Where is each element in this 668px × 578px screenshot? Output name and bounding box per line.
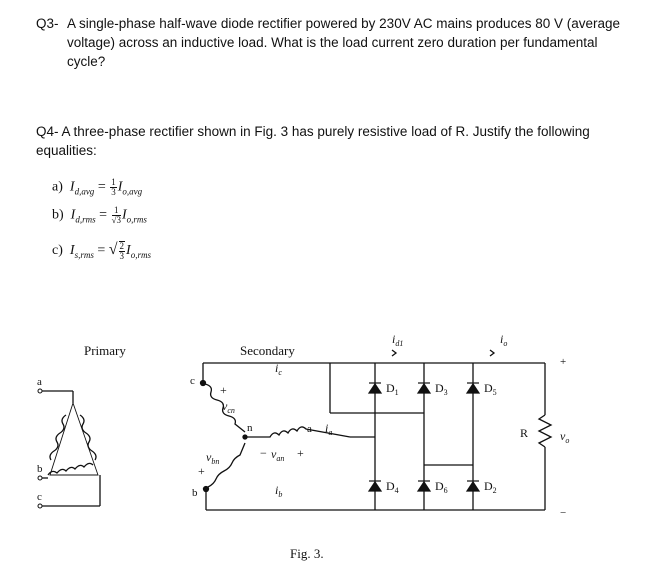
diode-d6-symbol xyxy=(418,482,430,491)
primary-terminal-a: a xyxy=(37,376,42,388)
secondary-terminal-c: c xyxy=(190,375,195,387)
equation-b: b) $I_{d,rms}$ = $\frac{1}{√3}$ $I_{o,rms}$ xyxy=(52,205,147,225)
diode-d5-label: $D_5$ xyxy=(484,381,497,397)
current-id1-label: $i_{d1}$ xyxy=(392,332,404,348)
vbn-plus: + xyxy=(198,464,205,478)
equation-rhs-sub: o,rms xyxy=(126,214,147,225)
equation-label: c) xyxy=(52,243,63,259)
current-ib-label: $i_b$ xyxy=(275,483,283,499)
equation-rhs: I xyxy=(121,207,127,223)
diode-d4-symbol xyxy=(369,482,381,491)
question-3-text: A single-phase half-wave diode rectifier powered by 230V AC mains produces 80 V (average voltage) across an inductive load. What is the load current zero duration per fundamental cycle? xyxy=(67,16,621,69)
equation-label: a) xyxy=(52,179,63,195)
current-io-label: $i_o$ xyxy=(500,332,508,348)
neutral-label: n xyxy=(247,422,253,434)
diode-d5-symbol xyxy=(467,384,479,393)
vo-plus: + xyxy=(560,356,567,368)
secondary-terminal-b: b xyxy=(192,487,198,499)
diode-d2-symbol xyxy=(467,482,479,491)
fraction-denominator: 3 xyxy=(119,251,125,261)
primary-label: Primary xyxy=(84,343,126,358)
question-4-number: Q4- xyxy=(36,124,59,139)
load-r-label: R xyxy=(520,426,529,440)
current-ic-label: $i_c$ xyxy=(275,361,282,377)
secondary-label: Secondary xyxy=(240,343,295,358)
voltage-van-label: $v_{an}$ xyxy=(271,447,285,463)
load-resistor xyxy=(539,415,551,447)
van-plus: + xyxy=(297,446,304,460)
diode-d6-label: $D_6$ xyxy=(435,479,448,495)
fraction-numerator: 1 xyxy=(111,177,116,187)
voltage-vo-label: $v_o$ xyxy=(560,429,570,445)
question-4-text: A three-phase rectifier shown in Fig. 3 has purely resistive load of R. Justify the following equalities: xyxy=(36,124,590,158)
equation-rhs-sub: o,rms xyxy=(130,250,151,261)
current-ia-label: $i_a$ xyxy=(325,421,333,437)
figure-caption: Fig. 3. xyxy=(290,546,324,561)
diode-d3-label: $D_3$ xyxy=(435,381,448,397)
primary-winding-left xyxy=(50,415,66,460)
diode-d1-label: $D_1$ xyxy=(386,381,399,397)
vo-minus: − xyxy=(560,507,567,519)
secondary-winding-a xyxy=(245,427,350,437)
voltage-vbn-label: $v_{bn}$ xyxy=(206,450,220,466)
van-minus: − xyxy=(260,446,267,460)
fraction-denominator: √3 xyxy=(111,215,121,225)
equation-lhs: I xyxy=(70,207,76,223)
primary-winding-bottom xyxy=(48,463,93,475)
fraction-denominator: 3 xyxy=(111,187,116,197)
equation-a: a) $I_{d,avg}$ = $\frac{1}{3}$ $I_{o,avg}$ xyxy=(52,177,143,197)
primary-terminal-c: c xyxy=(37,491,42,503)
equation-lhs: I xyxy=(69,179,75,195)
equation-lhs-sub: d,rms xyxy=(75,214,96,225)
equation-c: c) $I_{s,rms}$ = √ $\frac{2}{3}$ $I_{o,rms}$ xyxy=(52,241,151,261)
equation-lhs-sub: d,avg xyxy=(74,186,95,197)
equation-rhs: I xyxy=(126,243,131,259)
fraction-numerator: 1 xyxy=(112,206,121,216)
sqrt-icon: √ xyxy=(108,241,118,259)
equation-rhs: I xyxy=(117,179,123,195)
voltage-vcn-label: $v_{cn}$ xyxy=(222,399,235,415)
primary-terminal-b: b xyxy=(37,463,43,475)
primary-winding-right xyxy=(80,415,96,460)
diode-d4-label: $D_4$ xyxy=(386,479,399,495)
equation-lhs: I xyxy=(69,243,75,259)
diode-d2-label: $D_2$ xyxy=(484,479,497,495)
diode-d1-symbol xyxy=(369,384,381,393)
diode-d3-symbol xyxy=(418,384,430,393)
question-3-number: Q3- xyxy=(36,16,59,31)
equation-label: b) xyxy=(52,207,64,223)
vcn-plus: + xyxy=(220,383,227,397)
equation-rhs-sub: o,avg xyxy=(122,186,143,197)
secondary-terminal-a: a xyxy=(307,423,312,435)
equation-lhs-sub: s,rms xyxy=(74,250,94,261)
fraction-numerator: 2 xyxy=(119,241,125,251)
